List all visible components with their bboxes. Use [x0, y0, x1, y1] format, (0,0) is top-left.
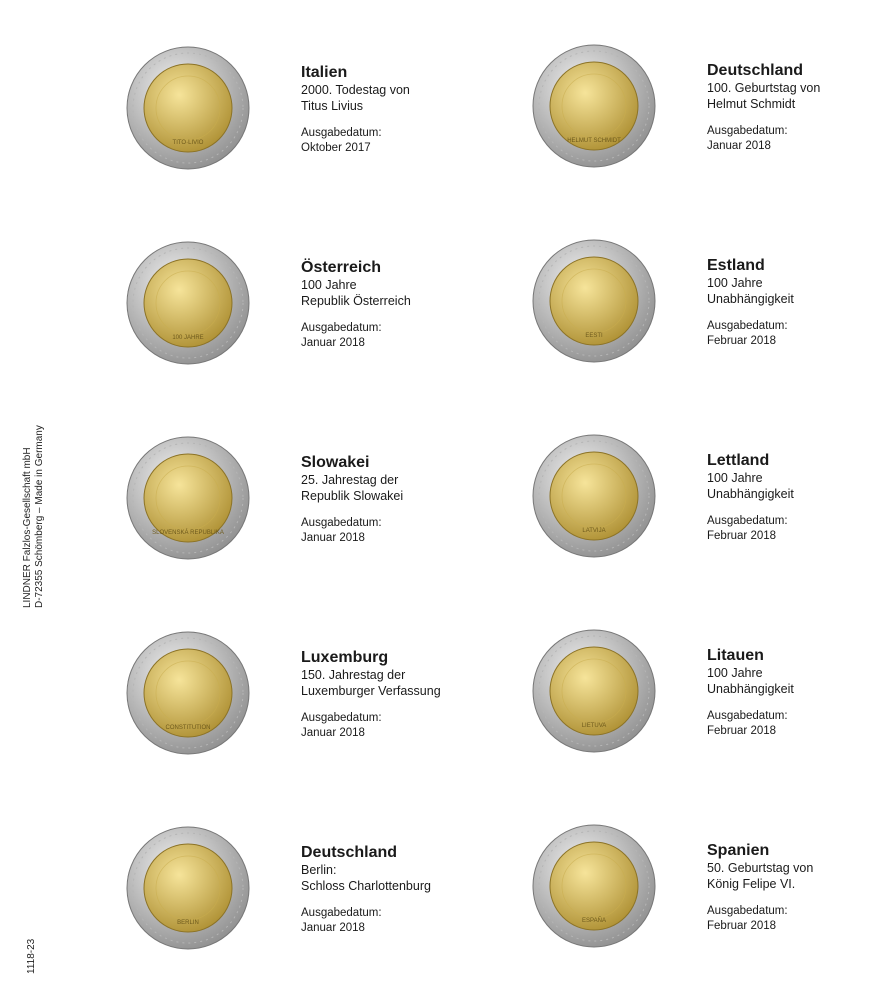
coin-entry	[532, 629, 892, 779]
issue-date-label: Ausgabedatum:	[301, 712, 382, 724]
coin-building-icon	[126, 826, 250, 950]
coin-country: Spanien	[707, 842, 770, 859]
coin-crest-icon	[532, 824, 656, 948]
coin-subject: 100 Jahre Unabhängigkeit	[707, 276, 794, 306]
coin-subject: 2000. Todestag von Titus Livius	[301, 83, 410, 113]
issue-date-label: Ausgabedatum:	[707, 905, 788, 917]
issue-date: Februar 2018	[707, 920, 777, 932]
coin-subject: 150. Jahrestag der Luxemburger Verfassung	[301, 668, 441, 698]
coin-info	[707, 257, 895, 349]
page-code	[26, 928, 40, 978]
coin-subject: 100 Jahre Unabhängigkeit	[707, 666, 794, 696]
coin-subject: 25. Jahrestag der Republik Slowakei	[301, 473, 404, 503]
coin-map-icon	[126, 436, 250, 560]
coin-info	[707, 452, 895, 544]
issue-date: Januar 2018	[707, 140, 771, 152]
issue-date-label: Ausgabedatum:	[707, 320, 788, 332]
coin-info	[301, 649, 491, 741]
coin-country: Luxemburg	[301, 649, 389, 666]
coin-portrait-icon	[532, 44, 656, 168]
coin-entry	[126, 46, 486, 196]
issue-date-label: Ausgabedatum:	[301, 907, 382, 919]
coin-country: Estland	[707, 257, 765, 274]
coin-entry	[126, 436, 486, 586]
coin-subject: 50. Geburtstag von König Felipe VI.	[707, 861, 814, 891]
issue-date: Februar 2018	[707, 530, 777, 542]
issue-date-label: Ausgabedatum:	[707, 125, 788, 137]
coin-info	[301, 64, 491, 156]
coin-country: Italien	[301, 64, 348, 81]
coin-info	[707, 842, 895, 934]
coin-country: Deutschland	[707, 62, 804, 79]
publisher-line-1: LINDNER Falzlos-Gesellschaft mbH	[22, 447, 33, 608]
issue-date: Februar 2018	[707, 335, 777, 347]
coin-entry	[532, 44, 892, 194]
coin-country: Lettland	[707, 452, 770, 469]
issue-date: Oktober 2017	[301, 142, 371, 154]
coin-inscription: ESPAÑA	[582, 918, 606, 924]
coin-inscription: LATVIJA	[582, 528, 606, 534]
issue-date: Januar 2018	[301, 532, 365, 544]
coin-entry	[532, 239, 892, 389]
coin-subject: 100. Geburtstag von Helmut Schmidt	[707, 81, 821, 111]
coin-entry	[126, 631, 486, 781]
coin-country: Litauen	[707, 647, 764, 664]
issue-date-label: Ausgabedatum:	[707, 515, 788, 527]
coin-info	[707, 62, 895, 154]
coin-country: Deutschland	[301, 844, 398, 861]
coin-info	[301, 259, 491, 351]
issue-date-label: Ausgabedatum:	[707, 710, 788, 722]
issue-date-label: Ausgabedatum:	[301, 322, 382, 334]
coin-entry	[532, 824, 892, 974]
coin-country: Slowakei	[301, 454, 370, 471]
coin-figure-icon	[126, 241, 250, 365]
publisher-imprint	[22, 390, 45, 630]
coin-subject: 100 Jahre Republik Österreich	[301, 278, 411, 308]
coin-baltic-icon	[532, 434, 656, 558]
page-code-text: 1118-23	[26, 938, 37, 974]
coin-inscription: BERLIN	[177, 920, 199, 926]
issue-date-label: Ausgabedatum:	[301, 127, 382, 139]
coin-inscription: HELMUT SCHMIDT	[567, 138, 621, 144]
issue-date-label: Ausgabedatum:	[301, 517, 382, 529]
coin-inscription: EESTI	[585, 333, 603, 339]
coin-subject: Berlin: Schloss Charlottenburg	[301, 863, 431, 893]
issue-date: Januar 2018	[301, 337, 365, 349]
coin-info	[707, 647, 895, 739]
coin-entry	[126, 826, 486, 976]
issue-date: Januar 2018	[301, 727, 365, 739]
coin-baltic-icon	[532, 629, 656, 753]
issue-date: Februar 2018	[707, 725, 777, 737]
coin-inscription: SLOVENSKÁ REPUBLIKA	[152, 530, 224, 536]
coin-entry	[532, 434, 892, 584]
coin-baltic-icon	[532, 239, 656, 363]
coin-subject: 100 Jahre Unabhängigkeit	[707, 471, 794, 501]
coin-entry	[126, 241, 486, 391]
issue-date: Januar 2018	[301, 922, 365, 934]
coin-inscription: TITO·LIVIO	[172, 140, 204, 146]
coin-inscription: LIETUVA	[581, 723, 607, 729]
coin-info	[301, 844, 491, 936]
coin-inscription: 100 JAHRE	[172, 335, 204, 341]
coin-portrait-icon	[126, 46, 250, 170]
coin-portrait-icon	[126, 631, 250, 755]
publisher-line-2: D-72355 Schömberg – Made in Germany	[34, 425, 45, 608]
coin-country: Österreich	[301, 259, 382, 276]
coin-info	[301, 454, 491, 546]
coin-inscription: CONSTITUTION	[165, 725, 211, 731]
